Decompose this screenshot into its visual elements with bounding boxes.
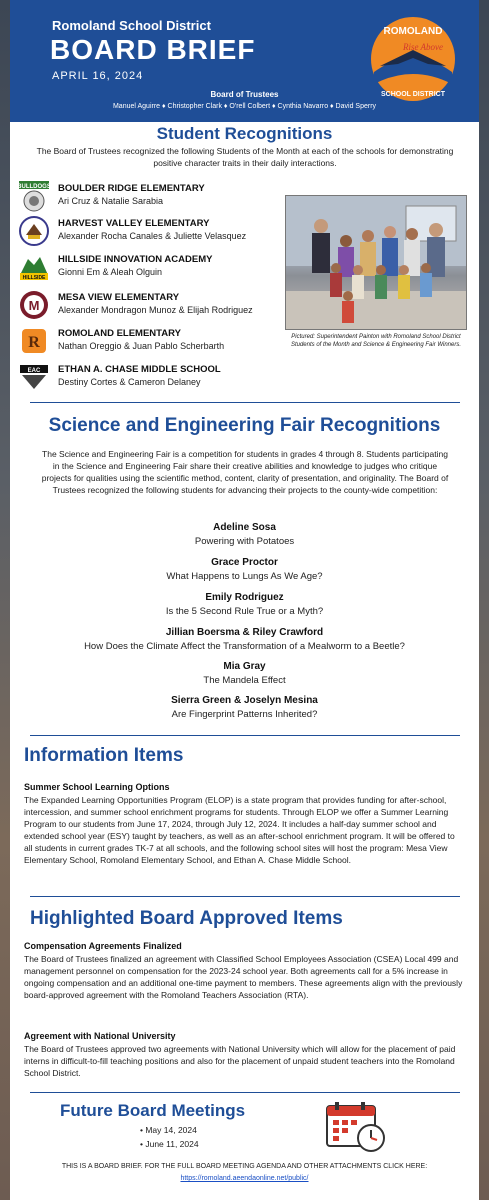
fair-student-name: Grace Proctor [211,557,278,568]
fair-student-name: Mia Gray [223,661,266,672]
header-banner [10,0,479,122]
fair-item [10,592,479,617]
school-students: Destiny Cortes & Cameron Delaney [58,377,201,387]
svg-text:R: R [28,334,40,351]
divider [30,402,460,403]
svg-text:BULLDOGS: BULLDOGS [18,184,50,190]
school-name: HARVEST VALLEY ELEMENTARY [58,218,210,229]
fair-project-title: Powering with Potatoes [194,536,295,547]
trustees-list: Manuel Aguirre ♦ Christopher Clark ♦ O'rell Colbert ♦ Cynthia Navarro ♦ David Sperry [112,103,377,110]
school-students: Gionni Em & Aleah Olguin [58,267,163,277]
meeting-date-item: • May 14, 2024 [140,1125,199,1135]
district-logo [368,14,458,104]
page-title: BOARD BRIEF [50,34,256,65]
divider [30,1092,460,1093]
fair-item [10,627,479,652]
fair-item [10,557,479,582]
calendar-clock-icon [325,1100,387,1154]
fair-item [10,522,479,547]
trustees-label: Board of Trustees [210,90,279,99]
fair-project-title: How Does the Climate Affect the Transformation of a Mealworm to a Beetle? [84,641,405,652]
fair-student-name: Emily Rodriguez [205,592,284,603]
school-mesa-view [18,289,278,323]
svg-text:EAC: EAC [27,368,41,374]
school-boulder-ridge [18,180,278,214]
fair-intro: The Science and Engineering Fair is a competition for students in grades 4 through 8. Students participating in the Science and Engineering Fair share their creative abilities and knowledge to judges who critique projects for qualities using the scientific method, content, clarity of presentation, and originality. The Board of Trustees recognized the following students for advancing their projects to the county-wide competition: [41,449,449,495]
school-name: ROMOLAND ELEMENTARY [58,328,181,339]
school-name: BOULDER RIDGE ELEMENTARY [58,183,205,194]
meetings-list [140,1125,199,1149]
fair-project-title: Are Fingerprint Patterns Inherited? [171,709,318,720]
school-students: Ari Cruz & Natalie Sarabia [58,196,164,206]
svg-text:ROMOLAND: ROMOLAND [383,26,443,37]
fair-project-title: What Happens to Lungs As We Age? [166,571,323,582]
fair-title: Science and Engineering Fair Recognitions [48,415,441,436]
svg-text:Rise Above: Rise Above [402,42,444,52]
meetings-title: Future Board Meetings [60,1101,246,1120]
divider [30,735,460,736]
recognitions-title: Student Recognitions [156,124,333,143]
school-harvest-valley [18,215,278,249]
approved-title: Highlighted Board Approved Items [30,908,343,929]
divider [30,896,460,897]
approved-subhead: Compensation Agreements Finalized [24,941,182,951]
romoland-elementary-logo [18,325,50,357]
school-students: Alexander Rocha Canales & Juliette Velasquez [58,231,247,241]
meeting-date: APRIL 16, 2024 [52,70,144,82]
fair-project-title: Is the 5 Second Rule True or a Myth? [165,606,324,617]
approved-body: The Board of Trustees approved two agreements with National University which will allow for the placement of paid interns in difficult-to-fill teaching positions and also for the placement of unpaid student teachers into the Romoland School District. [24,1044,456,1078]
mesa-view-logo [18,289,50,321]
school-name: HILLSIDE INNOVATION ACADEMY [58,254,213,265]
footer-text: THIS IS A BOARD BRIEF. FOR THE FULL BOARD MEETING AGENDA AND OTHER ATTACHMENTS CLICK HERE: [61,1163,428,1170]
recognitions-intro: The Board of Trustees recognized the following Students of the Month at each of the schools for demonstrating positive character traits in their daily interactions. [36,146,454,168]
fair-student-name: Sierra Green & Joselyn Mesina [171,695,318,706]
ethan-chase-logo [18,361,50,393]
school-students: Alexander Mondragon Munoz & Elijah Rodriguez [58,305,253,315]
district-name: Romoland School District [52,18,211,33]
harvest-valley-logo [18,215,50,247]
svg-text:M: M [28,298,40,313]
school-name: MESA VIEW ELEMENTARY [58,292,180,303]
svg-text:SCHOOL DISTRICT: SCHOOL DISTRICT [380,91,446,98]
school-romoland-elementary [18,325,278,359]
school-ethan-chase [18,361,278,395]
group-photo [285,195,467,330]
fair-student-name: Adeline Sosa [213,522,276,533]
fair-student-name: Jillian Boersma & Riley Crawford [165,627,324,638]
agenda-link[interactable]: https://romoland.aeendaonline.net/public/ [180,1175,309,1182]
hillside-logo [18,251,50,283]
approved-body: The Board of Trustees finalized an agreement with Classified School Employees Association (CSEA) Local 499 and management personnel on compensation for the 2023-24 school year. Both agreements call for a 5% increase in ongoing compensation and an additional one-time payment to members. These agreements align with the previously board-approved agreement with the Romoland Teachers Association (RTA). [24,954,463,1000]
info-subhead: Summer School Learning Options [24,782,170,792]
fair-project-title: The Mandela Effect [203,675,286,686]
fair-item [10,661,479,686]
school-students: Nathan Oreggio & Juan Pablo Scherbarth [58,341,225,351]
school-name: ETHAN A. CHASE MIDDLE SCHOOL [58,364,221,375]
boulder-ridge-logo [18,180,50,212]
info-title: Information Items [24,745,184,766]
photo-caption: Pictured: Superintendent Painton with Romoland School District Students of the Month and Science & Engineering Fair Winners. [290,334,462,348]
fair-item [10,695,479,720]
meeting-date-item: • June 11, 2024 [140,1139,199,1149]
info-body: The Expanded Learning Opportunities Program (ELOP) is a state program that provides funding for after-school, intercession, and summer school enrichment programs for students. Through ELOP we offer a Summer Learning Program to our students from June 17, 2024, through July 12, 2024. It includes a half-day summer school and extended school year (ESY) taught by teachers, as well as an after-school enrichment program. It will be offered to all students in current grades TK-7 at all schools, and the following school sites will host the program: Mesa View Elementary School, Romoland Elementary School, and Ethan A. Chase Middle School. [24,795,455,865]
school-hillside [18,251,278,285]
approved-subhead: Agreement with National University [24,1031,176,1041]
svg-text:HILLSIDE: HILLSIDE [22,275,46,281]
